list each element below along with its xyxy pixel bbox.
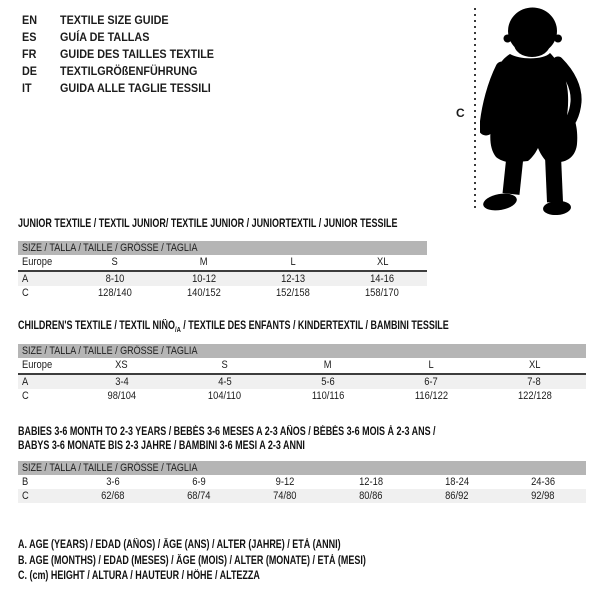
- cell: 5-6: [321, 376, 335, 388]
- cell: 152/158: [276, 287, 311, 299]
- language-code: IT: [22, 81, 32, 95]
- cell: 6-7: [424, 376, 438, 388]
- language-code: DE: [22, 64, 38, 78]
- section-title-junior: JUNIOR TEXTILE / TEXTIL JUNIOR/ TEXTILE JUNIOR / JUNIORTEXTIL / JUNIOR TESSILE: [18, 218, 398, 230]
- language-code: ES: [22, 30, 37, 44]
- cell: 98/104: [107, 390, 136, 402]
- cell: 12-18: [359, 476, 383, 488]
- language-row-en: [22, 12, 231, 29]
- cell: 122/128: [517, 390, 552, 402]
- table-row-c: [18, 286, 427, 300]
- table-row-a: [18, 272, 427, 286]
- column-header-row: [18, 255, 427, 272]
- table-row-b: [18, 475, 586, 489]
- cell: 74/80: [273, 490, 297, 502]
- table-row-c: [18, 489, 586, 503]
- cell: 128/140: [97, 287, 132, 299]
- language-list: [22, 12, 231, 97]
- junior-size-table: [18, 241, 427, 300]
- language-code: EN: [22, 13, 38, 27]
- cell: 62/68: [101, 490, 125, 502]
- height-measure-line: [474, 8, 476, 210]
- language-row-fr: [22, 46, 231, 63]
- height-label: C: [456, 106, 465, 120]
- cell: 14-16: [370, 273, 395, 285]
- baby-silhouette: [480, 2, 595, 218]
- language-code: FR: [22, 47, 37, 61]
- row-label: A: [22, 376, 29, 388]
- cell: 18-24: [445, 476, 469, 488]
- language-row-de: [22, 63, 231, 80]
- legend-line-b: B. AGE (MONTHS) / EDAD (MESES) / ÂGE (MOIS) / ALTER (MONATE) / ETÀ (MESI): [18, 554, 366, 567]
- language-row-es: [22, 29, 231, 46]
- row-label: B: [22, 476, 29, 488]
- legend-line-c: C. (cm) HEIGHT / ALTURA / HAUTEUR / HÖHE / ALTEZZA: [18, 570, 260, 582]
- column-header: Europe: [22, 359, 53, 371]
- language-row-it: [22, 80, 231, 97]
- cell: 24-36: [531, 476, 555, 488]
- children-size-table: [18, 344, 586, 403]
- cell: 86/92: [445, 490, 469, 502]
- row-label: A: [22, 273, 29, 285]
- cell: 80/86: [359, 490, 383, 502]
- cell: 9-12: [275, 476, 295, 488]
- cell: 3-4: [114, 376, 129, 388]
- column-header: Europe: [22, 256, 53, 268]
- language-title: TEXTILE SIZE GUIDE: [60, 13, 169, 27]
- cell: 104/110: [208, 390, 242, 402]
- legend-line-a: A. AGE (YEARS) / EDAD (AÑOS) / ÂGE (ANS) / ALTER (JAHRE) / ETÀ (ANNI): [18, 539, 341, 551]
- table-row-c: [18, 389, 586, 403]
- column-header: XL: [528, 359, 541, 371]
- babies-size-table: [18, 461, 586, 503]
- section-title-children: CHILDREN'S TEXTILE / TEXTIL $NIÑO_{/A}$ / TEXTILE DES ENFANTS / KINDERTEXTIL / BAMBINI TESSILE: [18, 320, 449, 334]
- column-header: L: [290, 256, 296, 268]
- column-header: S: [111, 256, 118, 268]
- cell: 92/98: [531, 490, 555, 502]
- cell: 3-6: [106, 476, 120, 488]
- column-header: XL: [376, 256, 389, 268]
- size-header-bar: SIZE / TALLA / TAILLE / GRÖSSE / TAGLIA: [18, 344, 586, 358]
- cell: 7-8: [527, 376, 542, 388]
- table-row-a: [18, 375, 586, 389]
- column-header: S: [221, 359, 228, 371]
- cell: 6-9: [192, 476, 206, 488]
- cell: 68/74: [187, 490, 211, 502]
- cell: 8-10: [105, 273, 124, 285]
- language-title: TEXTILGRÖßENFÜHRUNG: [60, 64, 198, 78]
- cell: 4-5: [218, 376, 232, 388]
- size-header-bar: SIZE / TALLA / TAILLE / GRÖSSE / TAGLIA: [18, 461, 586, 475]
- cell: 10-12: [191, 273, 216, 285]
- cell: 116/122: [414, 390, 448, 402]
- section-title-babies: BABIES 3-6 MONTH TO 2-3 YEARS / BEBÉS 3-6 MESES A 2-3 AÑOS / BÉBÉS 3-6 MOIS À 2-3 ANS / BABYS 3-6 MONATE BIS 2-3 JAHRE / BAMBINI 3-6 MESI A 2-3 ANNI: [18, 426, 436, 452]
- row-label: C: [22, 490, 29, 502]
- cell: 12-13: [281, 273, 306, 285]
- cell: 110/116: [311, 390, 345, 402]
- column-header: XS: [115, 359, 128, 371]
- cell: 140/152: [186, 287, 221, 299]
- column-header-row: [18, 358, 586, 375]
- language-title: GUIDA ALLE TAGLIE TESSILI: [60, 81, 211, 95]
- column-header: M: [324, 359, 332, 371]
- row-label: C: [22, 390, 29, 402]
- language-title: GUÍA DE TALLAS: [60, 30, 150, 44]
- column-header: M: [199, 256, 208, 268]
- size-header-bar: SIZE / TALLA / TAILLE / GRÖSSE / TAGLIA: [18, 241, 427, 255]
- column-header: L: [428, 359, 434, 371]
- row-label: C: [22, 287, 29, 299]
- cell: 158/170: [365, 287, 400, 299]
- language-title: GUIDE DES TAILLES TEXTILE: [60, 47, 215, 61]
- legend: [18, 538, 464, 585]
